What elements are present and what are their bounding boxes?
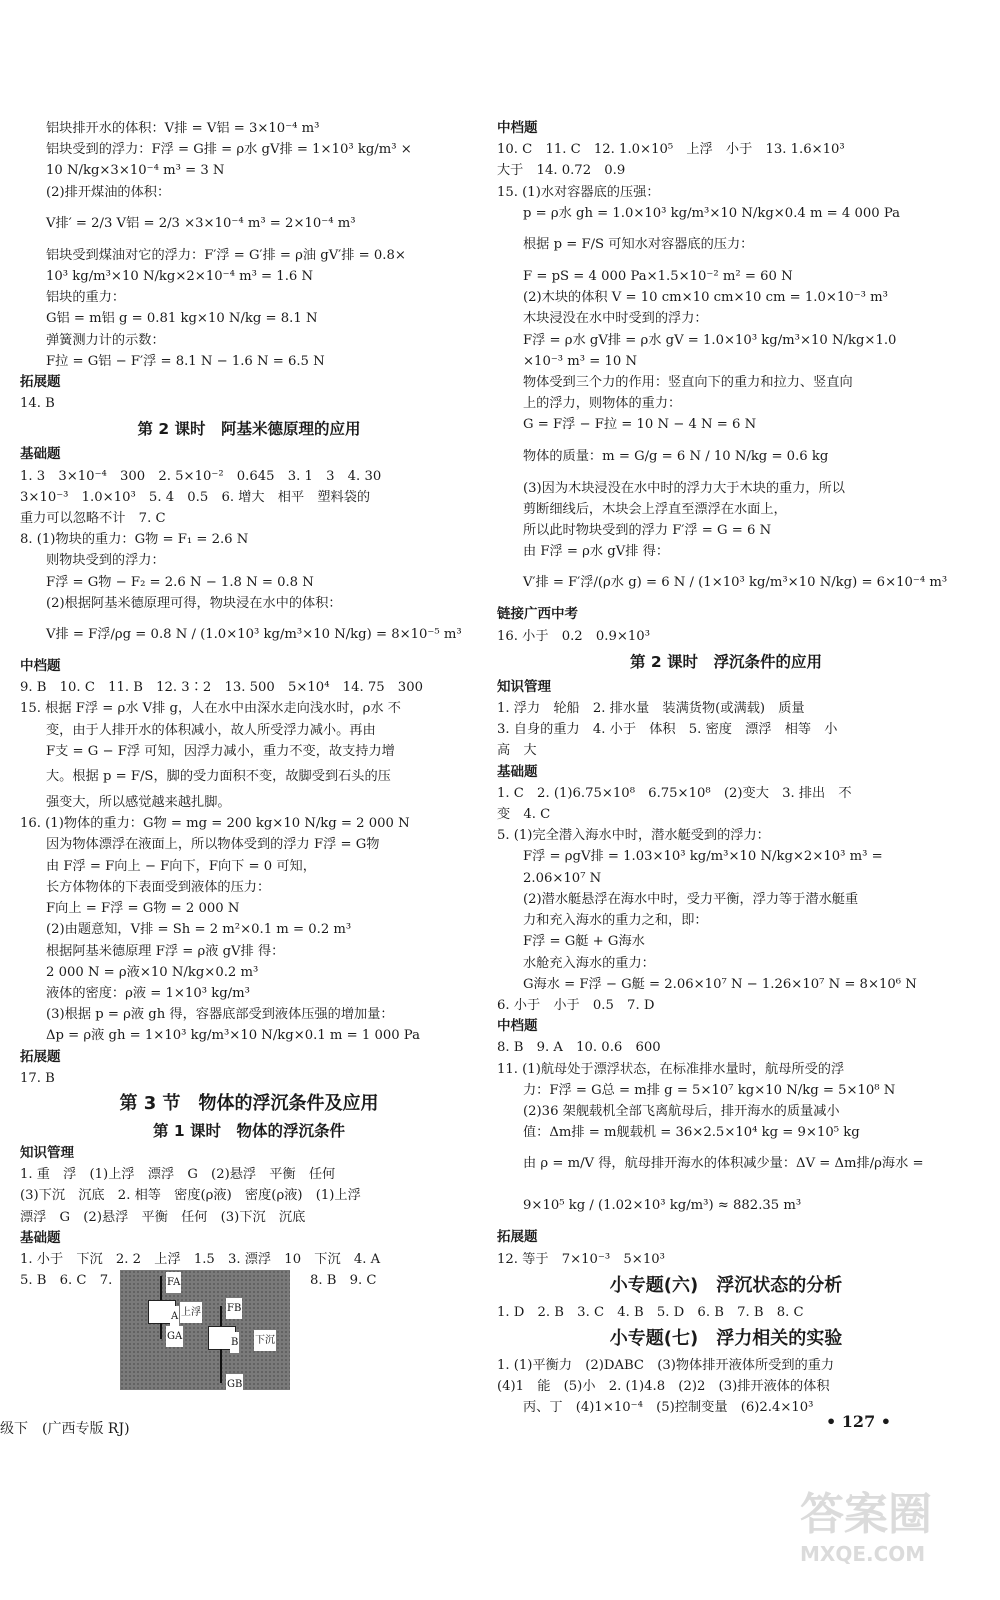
lesson-title: 第 2 课时 浮沉条件的应用 — [629, 652, 823, 671]
text-line: p = ρ水 gh = 1.0×10³ kg/m³×10 N/kg×0.4 m = 4 000 Pa — [523, 205, 901, 221]
text-line: F支 = G − F浮 可知，因浮力减小，重力不变，故支持力增 — [46, 743, 395, 759]
text-line: (3)根据 p = ρ液 gh 得，容器底部受到液体压强的增加量： — [46, 1007, 394, 1023]
answer-line: 1. D 2. B 3. C 4. B 5. D 6. B 7. B 8. C — [497, 1304, 804, 1320]
answer-line: 变 4. C — [497, 807, 551, 823]
answer-line: 3×10⁻³ 1.0×10³ 5. 4 0.5 6. 增大 相平 塑料袋的 — [20, 489, 371, 505]
gravity-arrow — [220, 1349, 222, 1383]
text-line: 力：F浮 = G总 = m排 g = 5×10⁷ kg×10 N/kg = 5×10⁸ N — [523, 1082, 896, 1098]
topic-title: 小专题(六) 浮沉状态的分析 — [609, 1274, 843, 1296]
buoyancy-diagram — [120, 1270, 290, 1390]
text-line: 大。根据 p = F/S，脚的受力面积不变，故脚受到石头的压 — [46, 769, 391, 785]
force-arrow — [220, 1306, 222, 1326]
section-heading: 拓展题 — [20, 374, 61, 391]
text-line: 木块浸没在水中时受到的浮力： — [523, 311, 708, 327]
topic-title: 小专题(七) 浮力相关的实验 — [609, 1327, 843, 1349]
text-line: 值：Δm排 = m舰载机 = 36×2.5×10⁴ kg = 9×10⁵ kg — [523, 1125, 860, 1141]
left-column — [20, 118, 478, 1398]
section-heading: 拓展题 — [20, 1048, 61, 1065]
text-line: 铝块受到的浮力：F浮 = G排 = ρ水 gV排 = 1×10³ kg/m³ × — [46, 142, 412, 158]
answer-row-with-figure — [20, 1270, 478, 1398]
answer-line: 大于 14. 0.72 0.9 — [497, 163, 626, 179]
right-column — [497, 118, 955, 1419]
section-heading: 中档题 — [20, 658, 61, 675]
watermark-url: MXQE.COM — [800, 1542, 926, 1566]
text-line: 铝块的重力： — [46, 290, 126, 306]
answer-line: 8. (1)物块的重力：G物 = F₁ = 2.6 N — [20, 532, 249, 548]
text-line: 剪断细线后，木块会上浮直至漂浮在水面上， — [523, 501, 787, 517]
text-line: 上的浮力，则物体的重力： — [523, 396, 682, 412]
label-fb: FB — [226, 1298, 242, 1319]
text-line: 变，由于人排开水的体积减小，故人所受浮力减小。再由 — [46, 722, 376, 738]
text-line: 所以此时物块受到的浮力 F′浮 = G = 6 N — [523, 523, 772, 539]
answer-line: 3. 自身的重力 4. 小于 体积 5. 密度 漂浮 相等 小 — [497, 722, 838, 738]
text-line: (2)木块的体积 V = 10 cm×10 cm×10 cm = 1.0×10⁻³ m³ — [523, 290, 888, 306]
label-gb: GB — [226, 1374, 243, 1395]
section-heading: 中档题 — [497, 120, 538, 136]
gravity-arrow — [160, 1323, 162, 1339]
text-line: F拉 = G铝 − F′浮 = 8.1 N − 1.6 N = 6.5 N — [46, 353, 325, 369]
formula-line: V′排 = F′浮/(ρ水 g) = 6 N / (1×10³ kg/m³×10 N/kg) = 6×10⁻⁴ m³ — [523, 575, 948, 591]
text-line: 则物块受到的浮力： — [46, 553, 165, 569]
text-line: 长方体物体的下表面受到液体的压力： — [46, 879, 271, 895]
text-line: (3)因为木块浸没在水中时的浮力大于木块的重力，所以 — [523, 480, 845, 496]
label-b: B — [230, 1332, 239, 1353]
answer-line: 8. B 9. A 10. 0.6 600 — [497, 1040, 661, 1056]
text-line: 铝块受到煤油对它的浮力：F′浮 = G′排 = ρ油 gV′排 = 0.8× — [46, 247, 406, 263]
text-line: 2.06×10⁷ N — [523, 870, 602, 886]
page-number: • 127 • — [826, 1412, 891, 1431]
section-heading: 中档题 — [497, 1018, 538, 1035]
text-line: 由 F浮 = F向上 − F向下，F向下 = 0 可知， — [46, 858, 316, 874]
text-line: 强变大，所以感觉越来越扎脚。 — [46, 795, 231, 811]
label-fa: FA — [166, 1272, 181, 1293]
section-heading: 知识管理 — [20, 1144, 74, 1161]
answer-line: 高 大 — [497, 743, 537, 759]
answer-line: 1. (1)平衡力 (2)DABC (3)物体排开液体所受到的重力 — [497, 1357, 835, 1373]
answer-line: 12. 等于 7×10⁻³ 5×10³ — [497, 1251, 665, 1267]
answer-text: 5. B 6. C 7. — [20, 1273, 113, 1289]
answer-line: 5. (1)完全潜入海水中时，潜水艇受到的浮力： — [497, 828, 770, 844]
text-line: F向上 = F浮 = G物 = 2 000 N — [46, 901, 240, 917]
text-line: 铝块排开水的体积：V排 = V铝 = 3×10⁻⁴ m³ — [46, 121, 320, 136]
lesson-title: 第 1 课时 物体的浮沉条件 — [152, 1121, 346, 1140]
watermark-text: 答案圈 — [800, 1489, 932, 1540]
label-a: A — [170, 1306, 179, 1327]
text-line: 2 000 N = ρ液×10 N/kg×0.2 m³ — [46, 964, 259, 980]
label-up: 上浮 — [180, 1302, 202, 1323]
formula-line: 根据 p = F/S 可知水对容器底的压力： — [523, 237, 754, 253]
text-line: (2)根据阿基米德原理可得，物块浸在水中的体积： — [46, 595, 342, 611]
section-heading: 拓展题 — [497, 1229, 538, 1246]
answer-line: 漂浮 G (2)悬浮 平衡 任何 (3)下沉 沉底 — [20, 1209, 306, 1225]
label-down: 下沉 — [254, 1330, 276, 1351]
label-ga: GA — [166, 1326, 183, 1347]
answer-line: 1. 小于 下沉 2. 2 上浮 1.5 3. 漂浮 10 下沉 4. A — [20, 1251, 381, 1267]
answer-line: 15. 根据 F浮 = ρ水 V排 g，人在水中由深水走向浅水时，ρ水 不 — [20, 701, 401, 717]
lesson-title: 第 2 课时 阿基米德原理的应用 — [137, 420, 361, 439]
answer-line: 1. 浮力 轮船 2. 排水量 装满货物(或满载) 质量 — [497, 701, 805, 717]
formula-line: 9×10⁵ kg / (1.02×10³ kg/m³) ≈ 882.35 m³ — [523, 1198, 802, 1214]
answer-line: 9. B 10. C 11. B 12. 3∶2 13. 500 5×10⁴ 14. 75 300 — [20, 680, 423, 696]
text-line: F = pS = 4 000 Pa×1.5×10⁻² m² = 60 N — [523, 269, 793, 285]
force-arrow — [160, 1276, 162, 1300]
answer-line: 10. C 11. C 12. 1.0×10⁵ 上浮 小于 13. 1.6×10³ — [497, 142, 845, 158]
answer-line: 16. (1)物体的重力：G物 = mg = 200 kg×10 N/kg = 2 000 N — [20, 816, 410, 832]
section-heading: 链接广西中考 — [497, 606, 578, 623]
answer-line: 1. 重 浮 (1)上浮 漂浮 G (2)悬浮 平衡 任何 — [20, 1167, 336, 1183]
chapter-title: 第 3 节 物体的浮沉条件及应用 — [119, 1092, 379, 1114]
text-line: G = F浮 − F拉 = 10 N − 4 N = 6 N — [523, 417, 757, 433]
formula-line: 物体的质量：m = G/g = 6 N / 10 N/kg = 0.6 kg — [523, 448, 829, 464]
footer-edition: 级下 (广西专版 RJ) — [0, 1421, 130, 1437]
formula-line: V排′ = 2/3 V铝 = 2/3 ×3×10⁻⁴ m³ = 2×10⁻⁴ m³ — [46, 215, 356, 231]
answer-line: 11. (1)航母处于漂浮状态，在标准排水量时，航母所受的浮 — [497, 1061, 845, 1077]
text-line: 由 F浮 = ρ水 gV排 得： — [523, 544, 670, 560]
text-line: 因为物体漂浮在液面上，所以物体受到的浮力 F浮 = G物 — [46, 837, 380, 853]
text-line: 10 N/kg×3×10⁻⁴ m³ = 3 N — [46, 163, 225, 179]
section-heading: 基础题 — [20, 1229, 61, 1246]
answer-line: (3)下沉 沉底 2. 相等 密度(ρ液) 密度(ρ液) (1)上浮 — [20, 1188, 361, 1204]
text-line: 10³ kg/m³×10 N/kg×2×10⁻⁴ m³ = 1.6 N — [46, 269, 314, 285]
section-heading: 知识管理 — [497, 678, 551, 695]
watermark-logo — [800, 1478, 980, 1588]
text-line: 液体的密度：ρ液 = 1×10³ kg/m³ — [46, 985, 250, 1001]
answer-line: 1. 3 3×10⁻⁴ 300 2. 5×10⁻² 0.645 3. 1 3 4. 30 — [20, 468, 382, 484]
text-line: (2)潜水艇悬浮在海水中时，受力平衡，浮力等于潜水艇重 — [523, 891, 859, 907]
formula-line: 由 ρ = m/V 得，航母排开海水的体积减少量：ΔV = Δm排/ρ海水 = — [523, 1156, 924, 1172]
text-line: F浮 = ρgV排 = 1.03×10³ kg/m³×10 N/kg×2×10³ m³ = — [523, 849, 883, 865]
formula-line: V排 = F浮/ρg = 0.8 N / (1.0×10³ kg/m³×10 N/kg) = 8×10⁻⁵ m³ — [46, 627, 462, 643]
answer-line: 16. 小于 0.2 0.9×10³ — [497, 628, 650, 644]
text-line: F浮 = ρ水 gV排 = ρ水 gV = 1.0×10³ kg/m³×10 N/kg×1.0 — [523, 332, 897, 348]
section-heading: 基础题 — [20, 446, 61, 463]
text-line: 根据阿基米德原理 F浮 = ρ液 gV排 得： — [46, 943, 285, 959]
text-line: 水舱充入海水的重力： — [523, 955, 655, 971]
text-line: (2)排开煤油的体积： — [46, 184, 171, 200]
text-line: 弹簧测力计的示数： — [46, 332, 165, 348]
text-line: 物体受到三个力的作用：竖直向下的重力和拉力、竖直向 — [523, 375, 853, 391]
text-line: G海水 = F浮 − G艇 = 2.06×10⁷ N − 1.26×10⁷ N = 8×10⁶ N — [523, 976, 917, 992]
section-heading: 基础题 — [497, 763, 538, 780]
answer-line: (4)1 能 (5)小 2. (1)4.8 (2)2 (3)排开液体的体积 — [497, 1379, 830, 1395]
text-line: Δp = ρ液 gh = 1×10³ kg/m³×10 N/kg×0.1 m = 1 000 Pa — [46, 1028, 420, 1044]
answer-line: 6. 小于 小于 0.5 7. D — [497, 997, 655, 1013]
answer-line: 17. B — [20, 1070, 55, 1086]
text-line: (2)36 架舰载机全部飞离航母后，排开海水的质量减小 — [523, 1103, 840, 1119]
text-line: 丙、丁 (4)1×10⁻⁴ (5)控制变量 (6)2.4×10³ — [523, 1400, 814, 1416]
answer-line: 重力可以忽略不计 7. C — [20, 511, 166, 527]
text-line: 力和充入海水的重力之和，即： — [523, 913, 708, 929]
answer-text: 8. B 9. C — [310, 1273, 377, 1289]
answer-line: 1. C 2. (1)6.75×10⁸ 6.75×10⁸ (2)变大 3. 排出 不 — [497, 785, 852, 801]
text-line: F浮 = G艇 + G海水 — [523, 934, 645, 950]
answer-line: 14. B — [20, 396, 55, 412]
text-line: (2)由题意知，V排 = Sh = 2 m²×0.1 m = 0.2 m³ — [46, 922, 352, 938]
answer-line: 15. (1)水对容器底的压强： — [497, 184, 660, 200]
text-line: G铝 = m铝 g = 0.81 kg×10 N/kg = 8.1 N — [46, 311, 318, 327]
text-line: ×10⁻³ m³ = 10 N — [523, 353, 638, 369]
text-line: F浮 = G物 − F₂ = 2.6 N − 1.8 N = 0.8 N — [46, 574, 314, 590]
